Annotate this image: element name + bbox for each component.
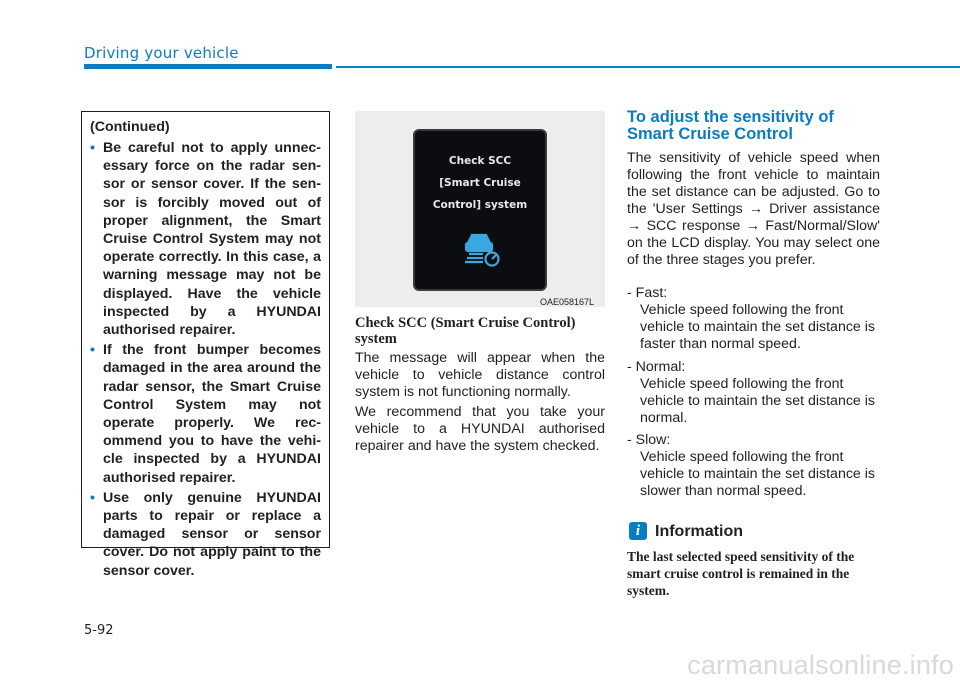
- option-fast: [627, 285, 880, 353]
- info-icon: i: [629, 522, 647, 540]
- lcd-line: Check SCC: [448, 155, 512, 167]
- right-heading-line: Smart Cruise Control: [627, 125, 793, 143]
- header-rule-thick: [84, 64, 332, 69]
- caution-list: [90, 139, 321, 580]
- mid-heading: Check SCC (Smart Cruise Control) system: [355, 315, 576, 347]
- caution-box: [81, 111, 330, 579]
- bullet-icon: •: [90, 489, 95, 506]
- caution-item-text: Be careful not to apply unnec-essary force on the radar sen-sor or sensor cover. If the sen-sor is forcibly moved out of proper alignment, the Smart Cruise Control System may not operate correctly. In this case, a warning message may not be displayed. Have the vehicle inspected by a HYUNDAI authorised repairer.: [103, 140, 321, 339]
- caution-item-text: If the front bumper becomes damaged in the area around the radar sensor, the Smart Cruise Control System may not operate properly. We rec-ommend you to have the vehi-cle inspected by a HYUNDAI authorised repairer.: [103, 342, 321, 486]
- option-label: - Normal:: [627, 359, 686, 375]
- right-paragraph: The sensitivity of vehicle speed when following the front vehicle to maintain the set distance can be adjusted. Go to the 'User Settings → Driver assistance → SCC response → Fast/Normal/Slow' on the LCD display. You may select one of the three stages you prefer.: [627, 150, 880, 268]
- option-slow: [627, 432, 880, 500]
- lcd-line: Control] system: [432, 199, 528, 211]
- option-desc: Vehicle speed following the front vehicle to maintain the set distance is normal.: [640, 376, 876, 426]
- figure-code: OAE058167L: [540, 297, 595, 307]
- info-label: Information: [655, 523, 743, 540]
- page-number: 5-92: [84, 623, 114, 638]
- option-label: - Slow:: [627, 432, 671, 448]
- caution-continued-label: (Continued): [90, 119, 170, 135]
- caution-item-text: Use only genuine HYUNDAI parts to repair or replace a damaged sensor or sensor cover. Do not apply paint to the sensor cover.: [103, 489, 321, 579]
- lcd-line: [Smart Cruise: [439, 177, 521, 189]
- scc-warning-icon: [459, 229, 503, 269]
- section-title: Driving your vehicle: [84, 44, 239, 62]
- caution-item: [90, 489, 321, 580]
- right-heading: [627, 109, 887, 143]
- bullet-icon: •: [90, 140, 95, 156]
- lcd-display: [413, 129, 547, 291]
- option-desc: Vehicle speed following the front vehicle to maintain the set distance is slower than normal speed.: [640, 449, 876, 499]
- option-label: - Fast:: [627, 285, 668, 301]
- info-text: The last selected speed sensitivity of the smart cruise control is remained in the system.: [627, 549, 855, 598]
- bullet-icon: •: [90, 342, 95, 359]
- caution-item: [90, 139, 321, 339]
- mid-paragraph: We recommend that you take your vehicle to a HYUNDAI authorised repairer and have the system checked.: [355, 404, 605, 454]
- option-normal: [627, 359, 880, 427]
- header-rule-thin: [336, 66, 960, 68]
- mid-paragraph: The message will appear when the vehicle to vehicle distance control system is not functioning normally.: [355, 350, 605, 400]
- option-desc: Vehicle speed following the front vehicle to maintain the set distance is faster than normal speed.: [640, 302, 876, 352]
- figure-panel: [355, 111, 605, 307]
- caution-item: [90, 341, 321, 487]
- right-heading-line: To adjust the sensitivity of: [627, 108, 834, 126]
- watermark: carmanualsonline.info: [687, 650, 954, 680]
